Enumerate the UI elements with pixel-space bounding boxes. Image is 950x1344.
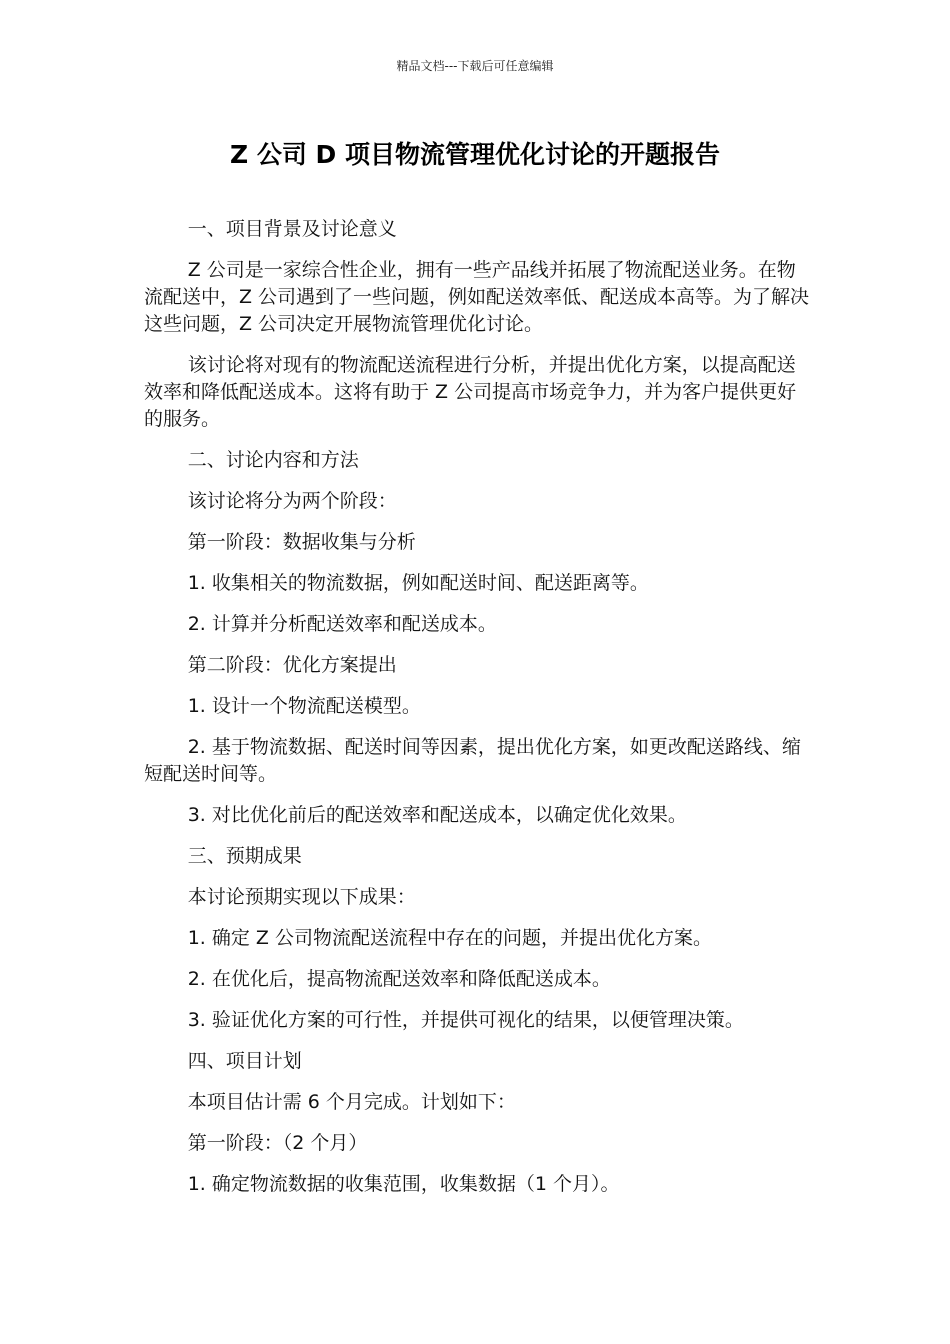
stage-two-heading: 第二阶段：优化方案提出	[187, 654, 397, 676]
list-item: 1. 设计一个物流配送模型。	[187, 695, 421, 717]
list-item: 3. 验证优化方案的可行性，并提供可视化的结果，以便管理决策。	[187, 1009, 744, 1031]
plan-stage-one-heading: 第一阶段：（2 个月）	[187, 1132, 368, 1154]
section-heading-expected-results: 三、预期成果	[187, 845, 302, 867]
list-item: 1. 确定 Z 公司物流配送流程中存在的问题，并提出优化方案。	[187, 927, 712, 949]
list-item: 2. 计算并分析配送效率和配送成本。	[187, 613, 497, 635]
document-body	[144, 216, 814, 1212]
list-item: 2. 基于物流数据、配送时间等因素，提出优化方案，如更改配送路线、缩短配送时间等。	[144, 736, 801, 785]
list-item: 3. 对比优化前后的配送效率和配送成本，以确定优化效果。	[187, 804, 687, 826]
page-header: 精品文档---下载后可任意编辑	[396, 59, 554, 73]
paragraph-company-intro: Z 公司是一家综合性企业，拥有一些产品线并拓展了物流配送业务。在物流配送中，Z 公司遇到了一些问题，例如配送效率低、配送成本高等。为了解决这些问题，Z 公司决定开展物流管理优化讨论。	[144, 259, 810, 335]
document-title: Z 公司 D 项目物流管理优化讨论的开题报告	[230, 140, 720, 169]
paragraph-expected-intro: 本讨论预期实现以下成果：	[187, 886, 416, 908]
section-heading-background: 一、项目背景及讨论意义	[187, 218, 397, 240]
stage-one-heading: 第一阶段：数据收集与分析	[187, 531, 416, 553]
list-item: 2. 在优化后，提高物流配送效率和降低配送成本。	[187, 968, 611, 990]
paragraph-two-stages: 该讨论将分为两个阶段：	[187, 490, 397, 512]
section-heading-content-method: 二、讨论内容和方法	[187, 449, 359, 471]
paragraph-plan-intro: 本项目估计需 6 个月完成。计划如下：	[187, 1091, 516, 1113]
list-item: 1. 收集相关的物流数据，例如配送时间、配送距离等。	[187, 572, 649, 594]
list-item: 1. 确定物流数据的收集范围，收集数据（1 个月）。	[187, 1173, 620, 1195]
section-heading-project-plan: 四、项目计划	[187, 1050, 302, 1072]
paragraph-discussion-goal: 该讨论将对现有的物流配送流程进行分析，并提出优化方案，以提高配送效率和降低配送成本。这将有助于 Z 公司提高市场竞争力，并为客户提供更好的服务。	[144, 354, 797, 430]
